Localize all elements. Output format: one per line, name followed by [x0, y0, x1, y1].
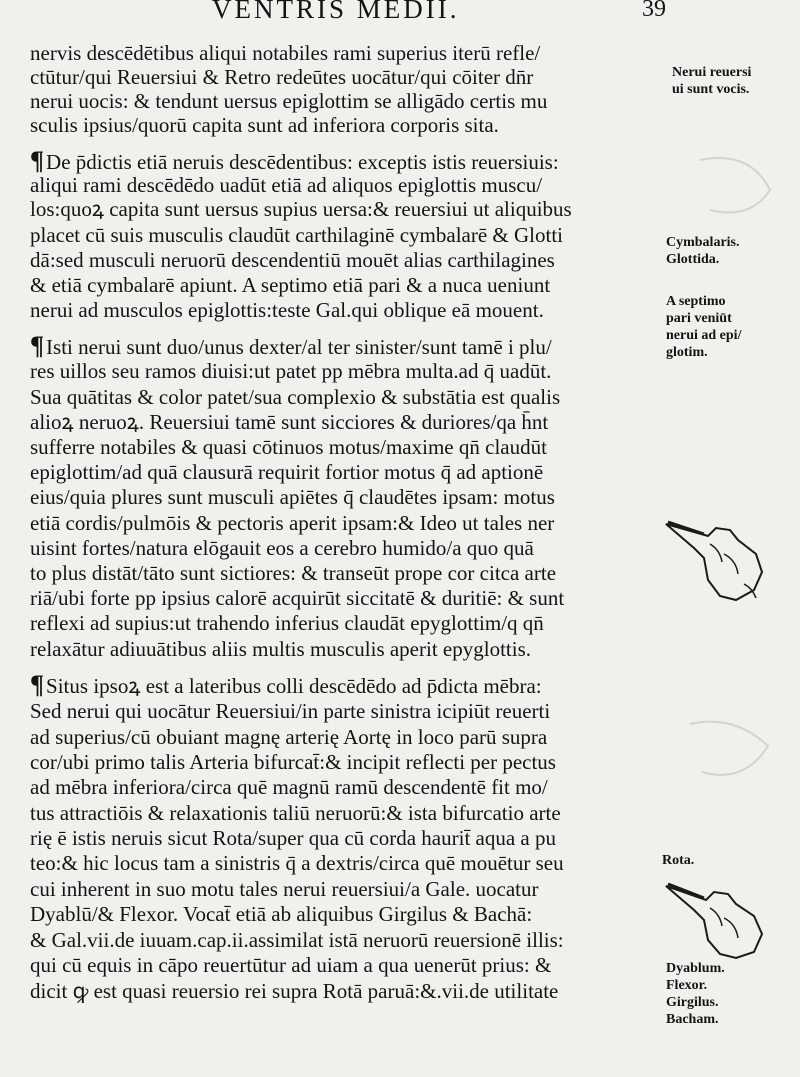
marginal-note-line: Glottida.	[666, 252, 720, 267]
text-line: rię ē istis neruis sicut Rota/super qua cū corda haurit̄ aqua a pu	[30, 826, 557, 850]
text-line: nervis descēdētibus aliqui notabiles rami superius iterū refle/	[30, 41, 541, 65]
text-line: ctūtur/qui Reuersiui & Retro redeūtes uocātur/qui cōiter dn̄r	[30, 65, 534, 89]
text-line: qui cū equis in cāpo reuertūtur ad uiam a qua uenerūt prius: &	[30, 953, 552, 977]
folio-number: 39	[642, 0, 666, 22]
text-line: eius/quia plures sunt musculi apiētes q̄ claudētes ipsam: motus	[30, 485, 555, 509]
text-line: dā:sed musculi neruorū descendentiū mouēt alias carthilagines	[30, 248, 555, 272]
marginal-note-line: Bacham.	[666, 1012, 719, 1027]
text-line: etiā cordis/pulmōis & pectoris aperit ipsam:& Ideo ut tales ner	[30, 511, 555, 535]
pilcrow-icon: ¶	[30, 146, 45, 175]
marginal-note-cymbalaris	[666, 234, 740, 268]
marginal-note-dyablum	[666, 960, 725, 1028]
text-line: reflexi ad supius:ut trahendo inferius claudāt epyglottim/q qn̄	[30, 611, 544, 635]
marginal-note-line: nerui ad epi/	[666, 328, 742, 343]
text-line: teo:& hic locus tam a sinistris q̄ a dextris/circa quē mouētur seu	[30, 851, 564, 875]
marginal-note-line: A septimo	[666, 294, 726, 309]
text-line: nerui uocis: & tendunt uersus epiglottim se alligādo certis mu	[30, 89, 548, 113]
bleed-through-mark	[684, 710, 774, 790]
text-line-content: De p̄dictis etiā neruis descēdentibus: exceptis istis reuersiuis:	[46, 150, 559, 174]
marginal-note-rota	[662, 852, 694, 869]
text-line: nerui ad musculos epiglottis:teste Gal.qui oblique eā mouent.	[30, 298, 544, 322]
marginal-note-line: Dyablum.	[666, 961, 725, 976]
text-line: & etiā cymbalarē apiunt. A septimo etiā pari & a nuca ueniunt	[30, 273, 551, 297]
running-head: VENTRIS MEDII.	[212, 0, 460, 24]
text-line: alioꝝ neruoꝝ. Reuersiui tamē sunt sicciores & duriores/qa h̄nt	[30, 410, 549, 434]
text-line: uisint fortes/natura elōgauit eos a cerebro humido/a quo quā	[30, 536, 534, 560]
text-line: epiglottim/ad quā clausurā requirit fortior motus q̄ ad aptionē	[30, 460, 544, 484]
marginal-note-line: pari veniūt	[666, 311, 732, 326]
marginal-note-nervi-reversi	[672, 64, 751, 98]
text-line: los:quoꝝ capita sunt uersus supius uersa:& reuersiui ut aliquibus	[30, 197, 572, 221]
marginal-note-line: Rota.	[662, 853, 695, 868]
marginal-note-line: Flexor.	[666, 978, 708, 993]
text-line-paragraph-start	[30, 148, 670, 175]
text-line: cor/ubi primo talis Arteria bifurcat̄:& incipit reflecti per pectus	[30, 750, 556, 774]
text-line: aliqui rami descēdēdo uadūt etiā ad aliquos epiglottis muscu/	[30, 173, 543, 197]
text-line: to plus distāt/tāto sunt sictiores: & transeūt prope cor citca arte	[30, 561, 557, 585]
text-line: res uillos seu ramos diuisi:ut patet pp mēbra multa.ad q̄ uadūt.	[30, 359, 552, 383]
text-line-paragraph-start	[30, 333, 670, 360]
marginal-note-line: Cymbalaris.	[666, 235, 740, 250]
pilcrow-icon: ¶	[30, 670, 45, 699]
marginal-note-line: glotim.	[666, 345, 708, 360]
text-line: Sua quātitas & color patet/sua complexio & substātia est qualis	[30, 385, 561, 409]
text-line: dicit ꝙ est quasi reuersio rei supra Rotā paruā:&.vii.de utilitate	[30, 979, 559, 1003]
text-line: riā/ubi forte pp ipsius calorē acquirūt siccitatē & duritiē: & sunt	[30, 586, 565, 610]
text-line-paragraph-start	[30, 672, 670, 699]
text-line-content: Situs ipsoꝝ est a lateribus colli descēdēdo ad p̄dicta mēbra:	[46, 674, 542, 698]
marginal-note-line: ui sunt vocis.	[672, 82, 750, 97]
text-line: placet cū suis musculis claudūt carthilaginē cymbalarē & Glotti	[30, 223, 564, 247]
text-line: relaxātur adiuuātibus aliis multis musculis aperit epyglottis.	[30, 637, 531, 661]
text-line: Sed nerui qui uocātur Reuersiui/in parte sinistra icipiūt reuerti	[30, 699, 551, 723]
text-line: Dyablū/& Flexor. Vocat̄ etiā ab aliquibus Girgilus & Bachā:	[30, 902, 533, 926]
text-line: cui inherent in suo motu tales nerui reuersiui/a Gale. uocatur	[30, 877, 539, 901]
manicule-pointing-hand-icon	[664, 514, 768, 606]
text-line: ad mēbra inferiora/circa quē magnū ramū descendentē fit mo/	[30, 775, 548, 799]
marginal-note-line: Nerui reuersi	[672, 65, 752, 80]
marginal-note-septimo	[666, 293, 741, 361]
text-line-content: Isti nerui sunt duo/unus dexter/al ter sinister/sunt tamē i plu/	[46, 335, 552, 359]
text-line: sufferre notabiles & quasi cōtinuos motus/maxime qn̄ claudūt	[30, 435, 547, 459]
bleed-through-mark	[690, 150, 780, 230]
text-line: ad superius/cū obuiant magnę arterię Aortę in loco parū supra	[30, 725, 548, 749]
marginal-note-line: Girgilus.	[666, 995, 719, 1010]
text-line: & Gal.vii.de iuuam.cap.ii.assimilat istā neruorū reuersionē illis:	[30, 928, 564, 952]
text-line: tus attractiōis & relaxationis taliū neruorū:& ista bifurcatio arte	[30, 801, 561, 825]
pilcrow-icon: ¶	[30, 331, 45, 360]
manicule-pointing-hand-icon	[664, 878, 768, 962]
text-line: sculis ipsius/quorū capita sunt ad inferiora corporis sita.	[30, 113, 499, 137]
